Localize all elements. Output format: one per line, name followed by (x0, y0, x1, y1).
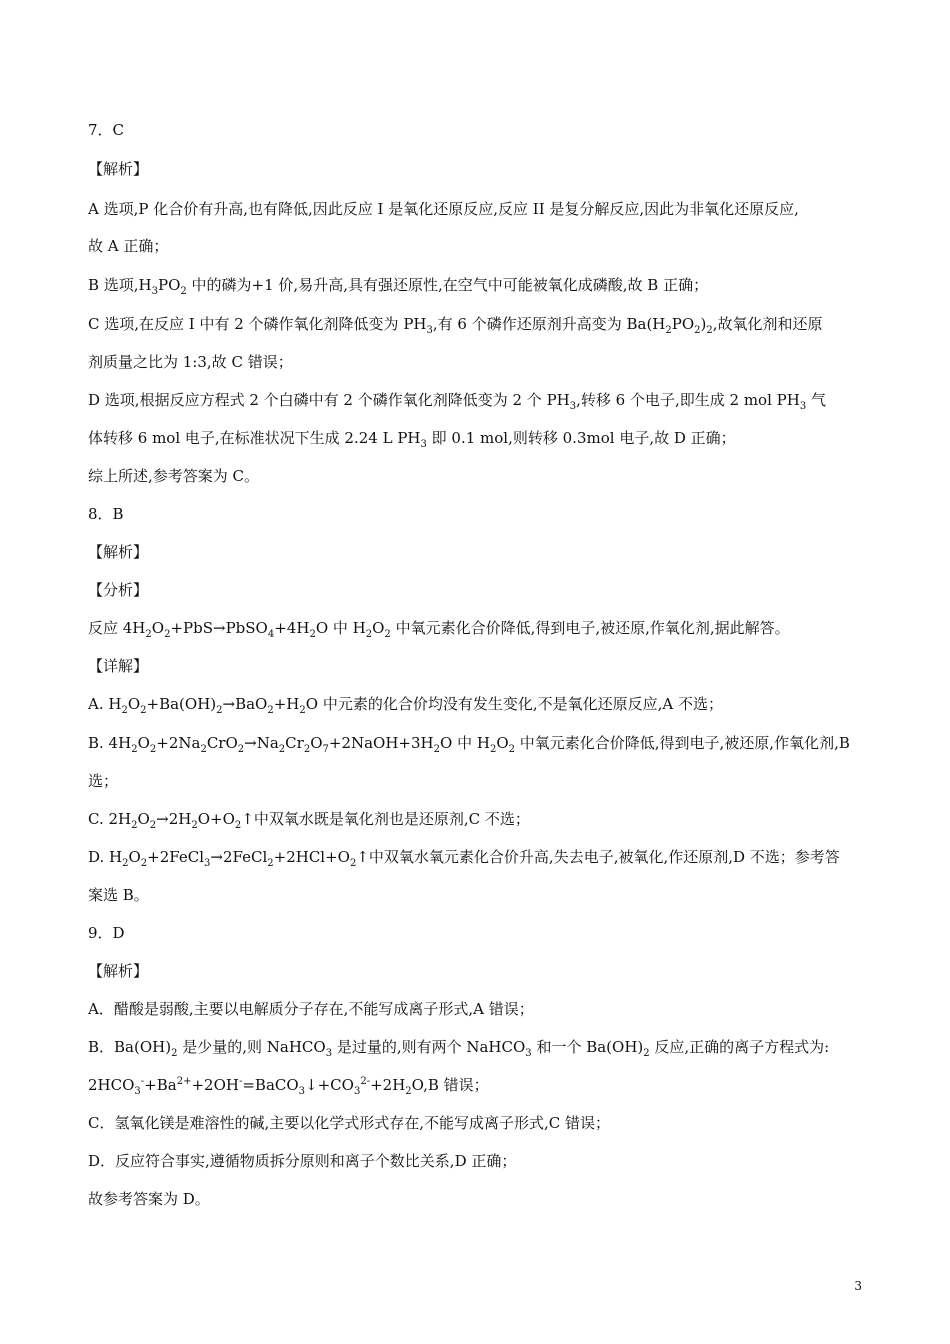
text-line: 9．D (88, 924, 125, 942)
text-line: B．$Ba(OH)_2$ 是少量的,则 NaHCO$_3$ 是过量的,则有两个 NaHCO$_3$ 和一个 $Ba(OH)_2$ 反应,正确的离子方程式为: (88, 1038, 830, 1059)
text-line: B. $4H_2O_2+2Na_2CrO_2\to Na_2Cr_2O_7+2NaOH+3H_2O$ 中 $H_2O_2$ 中氧元素化合价降低,得到电子,被还原,作氧化剂,B (88, 734, 850, 755)
page-number: 3 (854, 1279, 862, 1293)
text-line: 案选 B。 (88, 886, 149, 904)
text-line: B 选项$,H_3PO_2$ 中的磷为+1 价,易升高,具有强还原性,在空气中可能被氧化成磷酸,故 B 正确； (88, 276, 709, 297)
text-line: A 选项,P 化合价有升高,也有降低,因此反应 I 是氧化还原反应,反应 II 是复分解反应,因此为非氧化还原反应, (88, 200, 799, 218)
text-line: 8．B (88, 505, 124, 523)
text-line: A. $H_2O_2+Ba(OH)_2\to BaO_2+H_2O$ 中元素的化合价均没有发生变化,不是氧化还原反应,A 不选； (88, 695, 723, 716)
text-line: C．氢氧化镁是难溶性的碱,主要以化学式形式存在,不能写成离子形式,C 错误； (88, 1114, 611, 1132)
text-line: 【解析】 (88, 160, 149, 178)
text-line: 体转移 6 mol 电子,在标准状况下生成 2.24 L $PH_3$ 即 0.1 mol,则转移 0.3mol 电子,故 D 正确； (88, 429, 736, 450)
text-line: 7．C (88, 121, 125, 139)
text-line: 【详解】 (88, 657, 149, 675)
text-line: 故 A 正确； (88, 237, 169, 255)
text-line: D. $H_2O_2+2FeCl_3\to 2FeCl_2+2HCl+O_2↑$中双氧水氧元素化合价升高,失去电子,被氧化,作还原剂,D 不选；参考答 (88, 848, 840, 869)
text-line: 【解析】 (88, 962, 149, 980)
text-line: 剂质量之比为 1:3,故 C 错误； (88, 353, 293, 371)
text-line: 【解析】 (88, 543, 149, 561)
text-line: 综上所述,参考答案为 C。 (88, 467, 260, 485)
text-line: 故参考答案为 D。 (88, 1190, 210, 1208)
text-line: 【分析】 (88, 581, 149, 599)
text-line: D．反应符合事实,遵循物质拆分原则和离子个数比关系,D 正确； (88, 1152, 517, 1170)
text-line: 选； (88, 772, 119, 790)
text-line: C. $2H_2O_2\to 2H_2O+O_2↑$中双氧水既是氧化剂也是还原剂,C 不选； (88, 810, 530, 831)
text-line: D 选项,根据反应方程式 2 个白磷中有 2 个磷作氧化剂降低变为 2 个 $PH_3$,转移 6 个电子,即生成 2 mol $PH_3$ 气 (88, 391, 826, 412)
text-line: A．醋酸是弱酸,主要以电解质分子存在,不能写成离子形式,A 错误； (88, 1000, 534, 1018)
text-line: 反应 $4H_2O_2+PbS\to PbSO_4+4H_2O$ 中 $H_2O_2$ 中氧元素化合价降低,得到电子,被还原,作氧化剂,据此解答。 (88, 619, 790, 640)
text-line: C 选项,在反应 I 中有 2 个磷作氧化剂降低变为 $PH_3$,有 6 个磷作还原剂升高变为 $Ba(H_2PO_2)_2$,故氧化剂和还原 (88, 315, 823, 336)
text-line: $2HCO_3^-+Ba^{2+}+2OH^-=BaCO_3↓+CO_3^{2-}+2H_2O,B$ 错误； (88, 1076, 489, 1097)
